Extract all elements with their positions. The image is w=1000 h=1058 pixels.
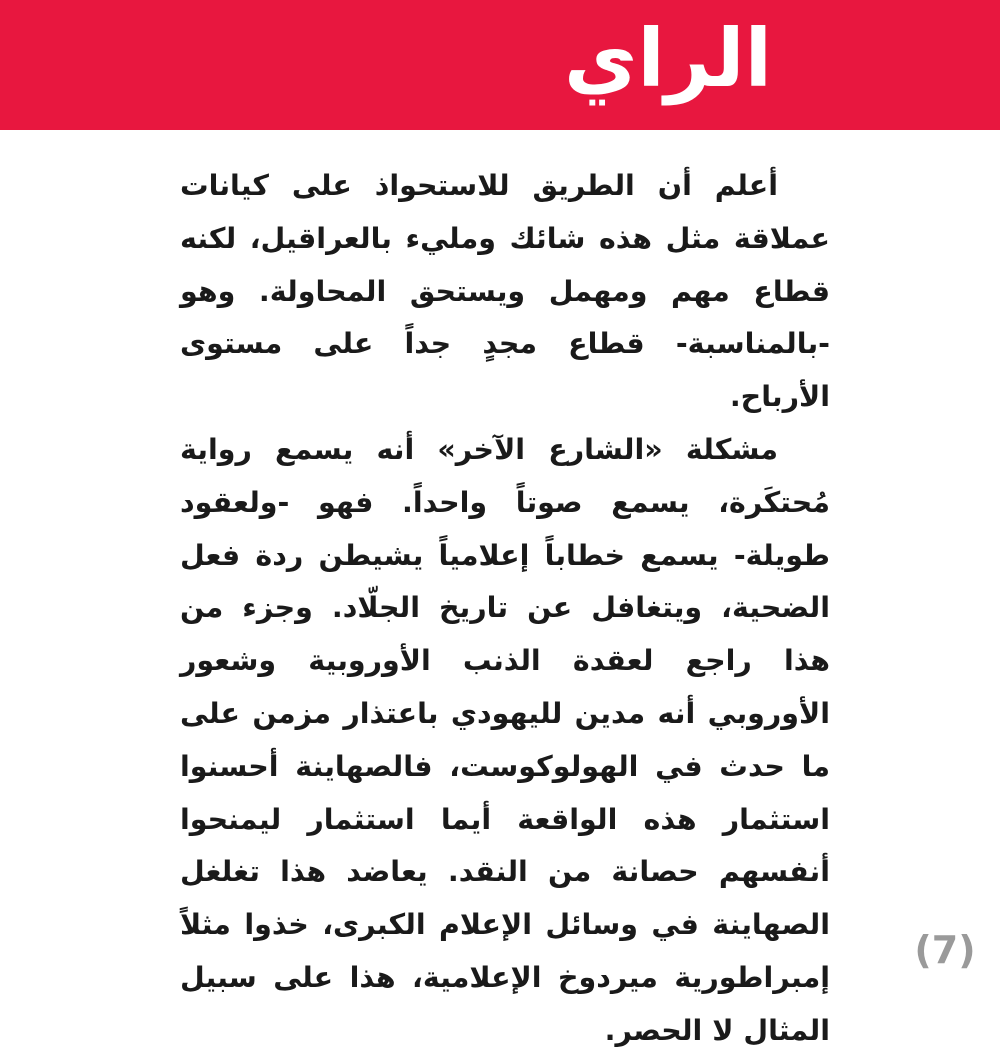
article-paragraph-2: مشكلة «الشارع الآخر» أنه يسمع رواية مُحتكَرة، يسمع صوتاً واحداً. فهو -ولعقود طويلة- يسمع خطاباً إعلامياً يشيطن ردة فعل الضحية، ويتغافل عن تاريخ الجلّاد. وجزء من هذا راجع لعقدة الذنب الأوروبية وشعور الأوروبي أنه مدين لليهودي باعتذار مزمن على ما حدث في الهولوكوست، فالصهاينة أحسنوا استثمار هذه الواقعة أيما استثمار ليمنحوا أنفسهم حصانة من النقد. يعاضد هذا تغلغل الصهاينة في وسائل الإعلام الكبرى، خذوا مثلاً إمبراطورية ميردوخ الإعلامية، هذا على سبيل المثال لا الحصر. xyxy=(180,432,830,1047)
article-paragraph-1: أعلم أن الطريق للاستحواذ على كيانات عملاقة مثل هذه شائك ومليء بالعراقيل، لكنه قطاع مهم ومهمل ويستحق المحاولة. وهو -بالمناسبة- قطاع مجدٍ جداً على مستوى الأرباح. xyxy=(180,169,830,414)
newspaper-logo: الراي xyxy=(564,12,772,105)
article-body xyxy=(180,160,830,1047)
masthead-banner xyxy=(0,0,1000,130)
page-number: (7) xyxy=(914,928,976,972)
